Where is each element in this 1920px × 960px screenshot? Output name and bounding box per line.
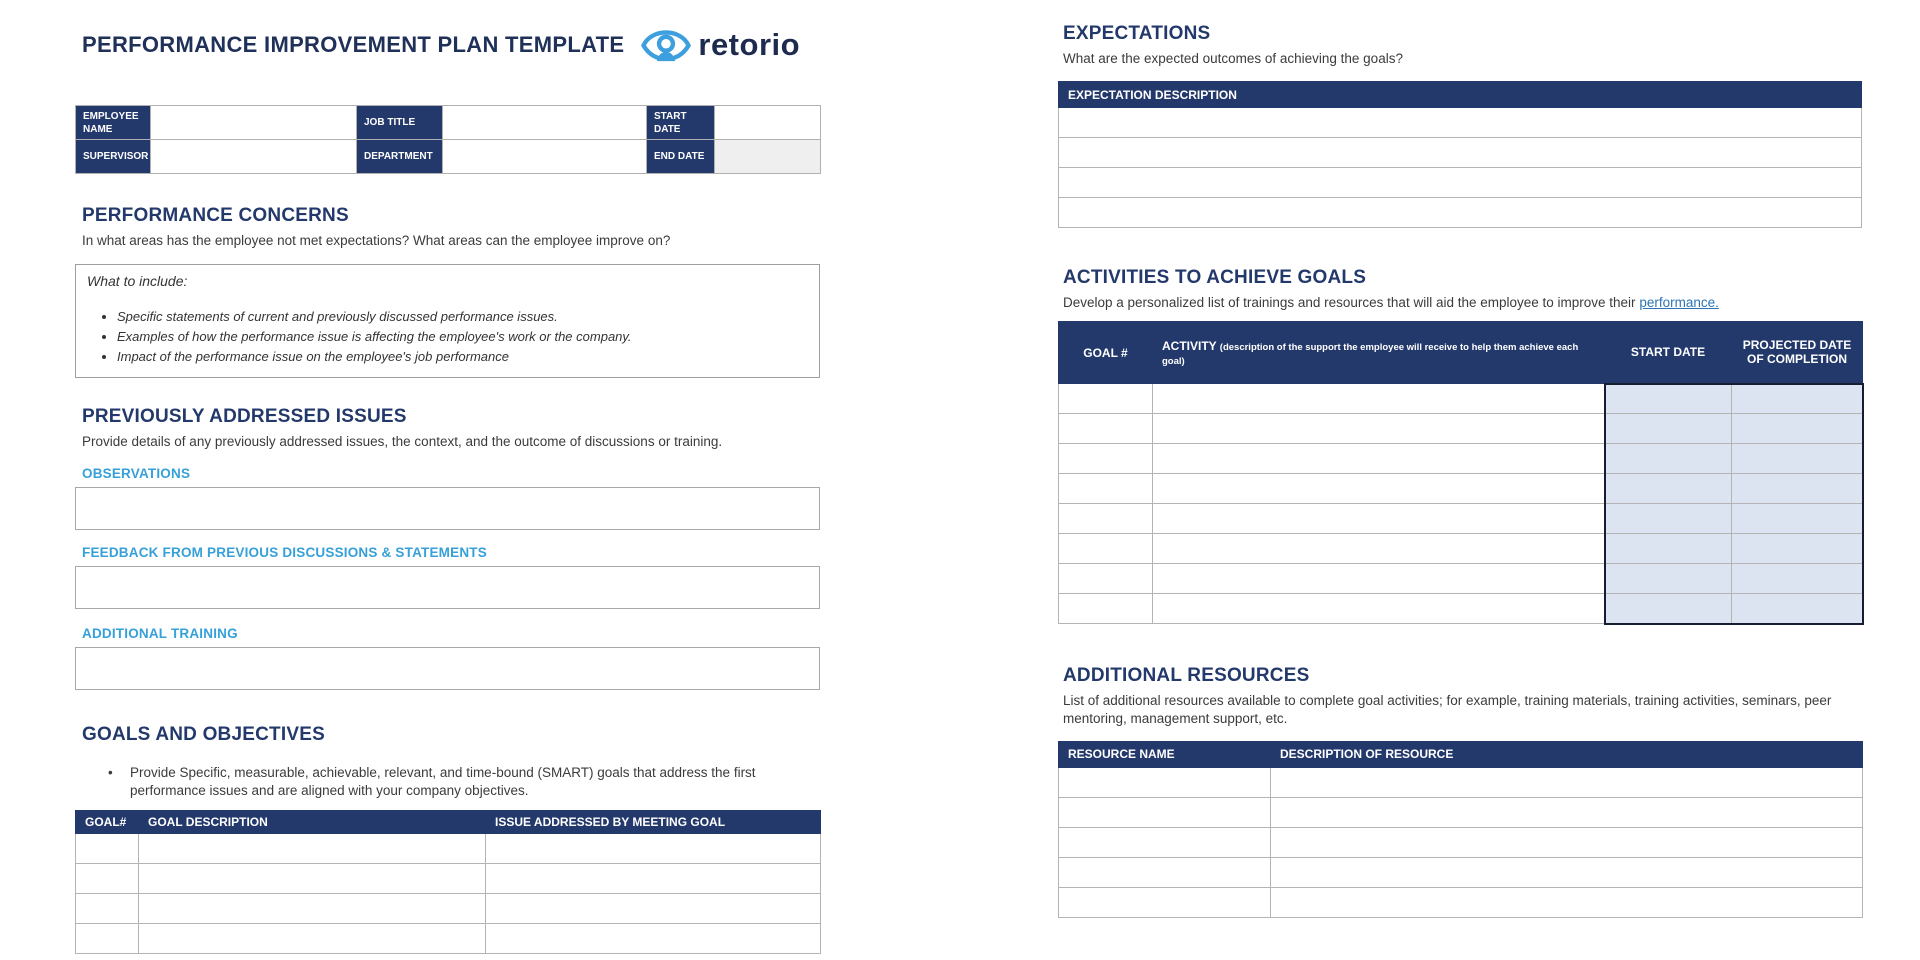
activity-projected-cell[interactable] (1732, 444, 1863, 474)
goals-heading: GOALS AND OBJECTIVES (82, 724, 325, 745)
resource-name-header: RESOURCE NAME (1059, 741, 1271, 767)
goal-description-cell[interactable] (139, 924, 486, 954)
employee-name-label: EMPLOYEE NAME (76, 106, 151, 140)
what-to-include-title: What to include: (87, 273, 188, 289)
activity-goal-cell[interactable] (1059, 504, 1153, 534)
activity-goal-cell[interactable] (1059, 414, 1153, 444)
activity-header-main: ACTIVITY (1162, 338, 1220, 353)
activity-goal-cell[interactable] (1059, 384, 1153, 414)
activity-start-cell[interactable] (1605, 534, 1732, 564)
feedback-field[interactable] (75, 566, 820, 609)
resource-name-cell[interactable] (1059, 827, 1271, 857)
feedback-label: FEEDBACK FROM PREVIOUS DISCUSSIONS & STATEMENTS (82, 545, 487, 560)
activity-projected-cell[interactable] (1732, 414, 1863, 444)
activity-start-cell[interactable] (1605, 444, 1732, 474)
issue-addressed-cell[interactable] (486, 924, 821, 954)
department-label: DEPARTMENT (357, 140, 443, 174)
activity-start-cell[interactable] (1605, 504, 1732, 534)
resource-description-header: DESCRIPTION OF RESOURCE (1271, 741, 1863, 767)
goal-description-cell[interactable] (139, 834, 486, 864)
activity-goal-cell[interactable] (1059, 444, 1153, 474)
goals-bullet (75, 764, 820, 800)
observations-field[interactable] (75, 487, 820, 530)
activity-goal-cell[interactable] (1059, 594, 1153, 624)
activities-row (1059, 594, 1863, 624)
activities-row (1059, 414, 1863, 444)
resources-table (1058, 741, 1863, 918)
activities-table (1058, 321, 1864, 625)
activity-projected-cell[interactable] (1732, 504, 1863, 534)
resource-name-cell[interactable] (1059, 767, 1271, 797)
resource-description-cell[interactable] (1271, 887, 1863, 917)
expectation-cell[interactable] (1059, 198, 1862, 228)
expectations-subtitle: What are the expected outcomes of achieving the goals? (1063, 51, 1403, 66)
resources-subtitle: List of additional resources available to complete goal activities; for example, training materials, training activities, seminars, peer mentoring, management support, etc. (1063, 692, 1832, 726)
info-row-1 (76, 106, 821, 140)
goals-table-row (76, 924, 821, 954)
goal-description-header: GOAL DESCRIPTION (139, 811, 486, 834)
what-to-include-box[interactable] (75, 264, 820, 378)
previously-addressed-heading: PREVIOUSLY ADDRESSED ISSUES (82, 406, 407, 427)
goal-number-cell[interactable] (76, 834, 139, 864)
activity-goal-header: GOAL # (1059, 322, 1153, 384)
activity-projected-header: PROJECTED DATE OF COMPLETION (1732, 322, 1863, 384)
goals-table-row (76, 864, 821, 894)
expectation-cell[interactable] (1059, 108, 1862, 138)
resource-name-cell[interactable] (1059, 887, 1271, 917)
performance-concerns-heading: PERFORMANCE CONCERNS (82, 205, 349, 226)
activities-subtitle (1058, 294, 1862, 312)
activity-start-cell[interactable] (1605, 564, 1732, 594)
activity-description-cell[interactable] (1153, 474, 1605, 504)
performance-concerns-subtitle: In what areas has the employee not met expectations? What areas can the employee improve on? (82, 233, 671, 248)
goal-number-cell[interactable] (76, 924, 139, 954)
activity-description-cell[interactable] (1153, 504, 1605, 534)
activity-goal-cell[interactable] (1059, 474, 1153, 504)
expectations-row (1059, 138, 1862, 168)
activities-row (1059, 444, 1863, 474)
goal-number-header: GOAL# (76, 811, 139, 834)
activity-description-cell[interactable] (1153, 384, 1605, 414)
bullet-dot: • (108, 765, 113, 780)
activity-projected-cell[interactable] (1732, 564, 1863, 594)
goal-description-cell[interactable] (139, 864, 486, 894)
additional-training-field[interactable] (75, 647, 820, 690)
brand-wordmark: retorio (698, 26, 801, 62)
expectation-description-header: EXPECTATION DESCRIPTION (1059, 82, 1862, 108)
left-page (75, 0, 820, 954)
start-date-field[interactable] (715, 106, 821, 140)
info-row-2 (76, 140, 821, 174)
expectation-cell[interactable] (1059, 138, 1862, 168)
additional-training-label: ADDITIONAL TRAINING (82, 626, 238, 641)
activity-description-cell[interactable] (1153, 414, 1605, 444)
activity-header-note: (description of the support the employee will receive to help them achieve each goal) (1162, 341, 1579, 367)
activity-description-cell[interactable] (1153, 564, 1605, 594)
activities-heading: ACTIVITIES TO ACHIEVE GOALS (1063, 267, 1367, 288)
issue-addressed-header: ISSUE ADDRESSED BY MEETING GOAL (486, 811, 821, 834)
end-date-field[interactable] (715, 140, 821, 174)
expectations-row (1059, 198, 1862, 228)
resources-row (1059, 827, 1863, 857)
issue-addressed-cell[interactable] (486, 864, 821, 894)
page-title: PERFORMANCE IMPROVEMENT PLAN TEMPLATE (82, 31, 625, 57)
activity-goal-cell[interactable] (1059, 564, 1153, 594)
performance-link[interactable]: performance. (1639, 295, 1719, 310)
what-to-include-list (117, 309, 808, 365)
activities-row (1059, 474, 1863, 504)
goals-table-row (76, 894, 821, 924)
activities-row (1059, 504, 1863, 534)
activity-start-cell[interactable] (1605, 474, 1732, 504)
observations-label: OBSERVATIONS (82, 466, 191, 481)
retorio-eye-person-icon (640, 22, 692, 67)
activity-start-cell[interactable] (1605, 594, 1732, 624)
resources-row (1059, 797, 1863, 827)
goals-bullet-text: Provide Specific, measurable, achievable, relevant, and time-bound (SMART) goals that address the first performance issues and are aligned with your company objectives. (130, 765, 756, 798)
goal-description-cell[interactable] (139, 894, 486, 924)
document-header (75, 22, 820, 67)
activity-projected-cell[interactable] (1732, 594, 1863, 624)
brand-lockup (640, 22, 800, 67)
resource-description-cell[interactable] (1271, 797, 1863, 827)
goals-table-header-row (76, 811, 821, 834)
resources-heading: ADDITIONAL RESOURCES (1063, 664, 1310, 686)
start-date-label: START DATE (647, 106, 715, 140)
resource-description-cell[interactable] (1271, 857, 1863, 887)
expectations-table (1058, 81, 1862, 228)
resources-row (1059, 887, 1863, 917)
employee-info-table (75, 105, 821, 174)
activity-description-cell[interactable] (1153, 594, 1605, 624)
supervisor-label: SUPERVISOR (76, 140, 151, 174)
activity-header (1153, 322, 1605, 384)
expectations-row (1059, 108, 1862, 138)
previously-addressed-subtitle: Provide details of any previously addressed issues, the context, and the outcome of discussions or training. (82, 434, 723, 449)
activity-projected-cell[interactable] (1732, 474, 1863, 504)
resource-name-cell[interactable] (1059, 797, 1271, 827)
resource-name-cell[interactable] (1059, 857, 1271, 887)
goal-number-cell[interactable] (76, 864, 139, 894)
activity-start-cell[interactable] (1605, 414, 1732, 444)
activity-goal-cell[interactable] (1059, 534, 1153, 564)
issue-addressed-cell[interactable] (486, 894, 821, 924)
activity-start-cell[interactable] (1605, 384, 1732, 414)
activities-row (1059, 384, 1863, 414)
expectations-header-row (1059, 82, 1862, 108)
resources-row (1059, 857, 1863, 887)
end-date-label: END DATE (647, 140, 715, 174)
supervisor-field[interactable] (151, 140, 357, 174)
activity-description-cell[interactable] (1153, 444, 1605, 474)
job-title-label: JOB TITLE (357, 106, 443, 140)
activities-row (1059, 534, 1863, 564)
resources-header-row (1059, 741, 1863, 767)
job-title-field[interactable] (443, 106, 647, 140)
resource-description-cell[interactable] (1271, 827, 1863, 857)
issue-addressed-cell[interactable] (486, 834, 821, 864)
activities-subtitle-text: Develop a personalized list of trainings and resources that will aid the employee to improve their (1063, 295, 1640, 310)
expectation-cell[interactable] (1059, 168, 1862, 198)
activity-start-header: START DATE (1605, 322, 1732, 384)
right-page (1058, 0, 1862, 918)
include-bullet: • Examples of how the performance issue is affecting the employee's work or the company. (117, 329, 808, 345)
resources-row (1059, 767, 1863, 797)
goal-number-cell[interactable] (76, 894, 139, 924)
include-bullet: • Specific statements of current and previously discussed performance issues. (117, 309, 808, 325)
expectations-row (1059, 168, 1862, 198)
activities-header-row (1059, 322, 1863, 384)
department-field[interactable] (443, 140, 647, 174)
include-bullet: • Impact of the performance issue on the employee's job performance (117, 349, 808, 365)
activity-projected-cell[interactable] (1732, 534, 1863, 564)
goals-table (75, 810, 821, 954)
resource-description-cell[interactable] (1271, 767, 1863, 797)
activity-projected-cell[interactable] (1732, 384, 1863, 414)
goals-table-row (76, 834, 821, 864)
expectations-heading: EXPECTATIONS (1063, 23, 1211, 44)
activity-description-cell[interactable] (1153, 534, 1605, 564)
employee-name-field[interactable] (151, 106, 357, 140)
activities-row (1059, 564, 1863, 594)
